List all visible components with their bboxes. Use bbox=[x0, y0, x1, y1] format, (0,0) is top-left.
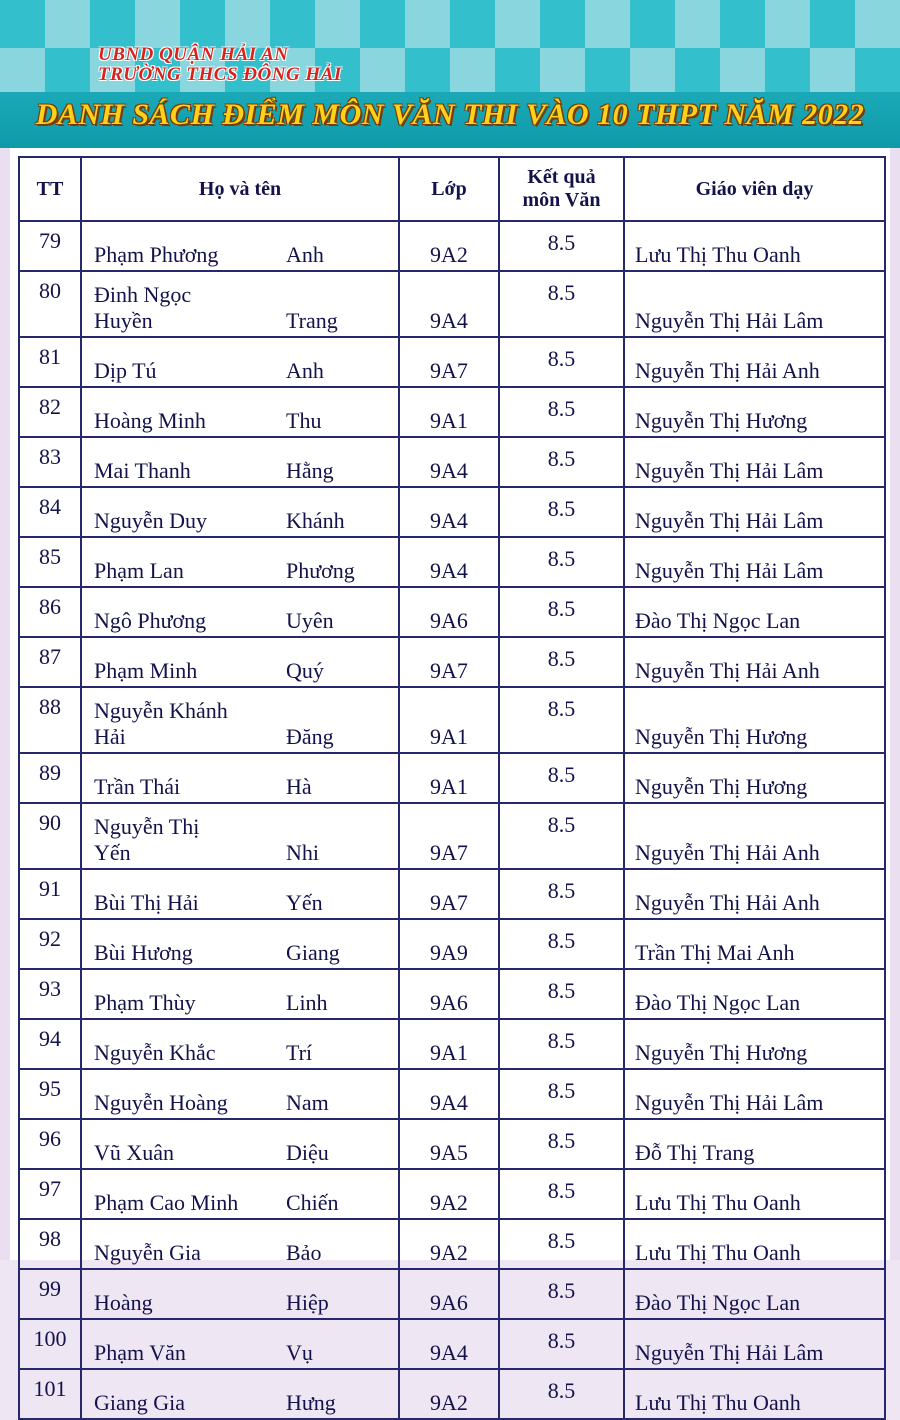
student-given-name: Phương bbox=[286, 558, 355, 583]
table-row bbox=[19, 1319, 885, 1369]
student-given-name: Anh bbox=[286, 358, 324, 383]
student-given-name: Hiệp bbox=[286, 1290, 329, 1315]
teacher-name: Đào Thị Ngọc Lan bbox=[624, 1269, 885, 1319]
teacher-name: Nguyễn Thị Hải Anh bbox=[624, 869, 885, 919]
student-class: 9A4 bbox=[399, 1069, 499, 1119]
student-given-name: Nam bbox=[286, 1090, 329, 1115]
left-margin bbox=[0, 148, 10, 1260]
student-surname: Nguyễn Duy bbox=[94, 508, 208, 533]
col-name: Họ và tên bbox=[81, 157, 399, 221]
row-number: 99 bbox=[19, 1269, 81, 1319]
student-surname: Nguyễn Khắc bbox=[94, 1040, 216, 1065]
row-number: 85 bbox=[19, 537, 81, 587]
student-name bbox=[81, 753, 399, 803]
table-row bbox=[19, 271, 885, 337]
row-number: 87 bbox=[19, 637, 81, 687]
student-given-name: Giang bbox=[286, 940, 340, 965]
literature-score: 8.5 bbox=[499, 1169, 624, 1219]
col-teacher: Giáo viên dạy bbox=[624, 157, 885, 221]
col-result-line1: Kết quả bbox=[527, 166, 596, 188]
student-surname: Nguyễn Khánh bbox=[94, 698, 228, 723]
student-class: 9A6 bbox=[399, 1269, 499, 1319]
student-given-name: Trang bbox=[286, 308, 338, 333]
row-number: 80 bbox=[19, 271, 81, 337]
row-number: 96 bbox=[19, 1119, 81, 1169]
student-surname: Nguyễn Hoàng bbox=[94, 1090, 228, 1115]
teacher-name: Nguyễn Thị Hải Lâm bbox=[624, 271, 885, 337]
literature-score: 8.5 bbox=[499, 1069, 624, 1119]
student-surname: Ngô Phương bbox=[94, 608, 207, 633]
table-row bbox=[19, 1219, 885, 1269]
student-surname: Giang Gia bbox=[94, 1390, 186, 1415]
row-number: 79 bbox=[19, 221, 81, 271]
student-class: 9A6 bbox=[399, 587, 499, 637]
student-name bbox=[81, 803, 399, 869]
student-class: 9A7 bbox=[399, 637, 499, 687]
table-row bbox=[19, 803, 885, 869]
student-class: 9A1 bbox=[399, 1019, 499, 1069]
student-surname: Nguyễn Thị bbox=[94, 814, 200, 839]
table-row bbox=[19, 1269, 885, 1319]
student-surname: Nguyễn Gia bbox=[94, 1240, 201, 1265]
student-given-name: Khánh bbox=[286, 508, 345, 533]
student-name bbox=[81, 537, 399, 587]
student-surname-cont: Hải bbox=[94, 724, 126, 749]
student-given-name: Linh bbox=[286, 990, 328, 1015]
row-number: 81 bbox=[19, 337, 81, 387]
row-number: 82 bbox=[19, 387, 81, 437]
student-name bbox=[81, 1019, 399, 1069]
literature-score: 8.5 bbox=[499, 337, 624, 387]
student-class: 9A1 bbox=[399, 687, 499, 753]
row-number: 89 bbox=[19, 753, 81, 803]
table-row bbox=[19, 437, 885, 487]
student-class: 9A1 bbox=[399, 753, 499, 803]
student-name bbox=[81, 337, 399, 387]
col-result-line2: môn Văn bbox=[522, 189, 601, 211]
header-banner bbox=[0, 0, 900, 148]
literature-score: 8.5 bbox=[499, 1269, 624, 1319]
literature-score: 8.5 bbox=[499, 687, 624, 753]
student-class: 9A4 bbox=[399, 271, 499, 337]
student-class: 9A4 bbox=[399, 437, 499, 487]
student-surname: Phạm Thùy bbox=[94, 990, 196, 1015]
row-number: 97 bbox=[19, 1169, 81, 1219]
student-class: 9A9 bbox=[399, 919, 499, 969]
row-number: 90 bbox=[19, 803, 81, 869]
teacher-name: Nguyễn Thị Hải Lâm bbox=[624, 1069, 885, 1119]
student-given-name: Diệu bbox=[286, 1140, 329, 1165]
student-surname: Mai Thanh bbox=[94, 458, 191, 483]
teacher-name: Đào Thị Ngọc Lan bbox=[624, 587, 885, 637]
student-class: 9A7 bbox=[399, 337, 499, 387]
student-surname: Hoàng Minh bbox=[94, 408, 206, 433]
literature-score: 8.5 bbox=[499, 919, 624, 969]
literature-score: 8.5 bbox=[499, 753, 624, 803]
student-name bbox=[81, 387, 399, 437]
row-number: 83 bbox=[19, 437, 81, 487]
student-name bbox=[81, 1169, 399, 1219]
student-surname: Trần Thái bbox=[94, 774, 181, 799]
literature-score: 8.5 bbox=[499, 969, 624, 1019]
literature-score: 8.5 bbox=[499, 869, 624, 919]
teacher-name: Nguyễn Thị Hương bbox=[624, 1019, 885, 1069]
table-row bbox=[19, 869, 885, 919]
teacher-name: Trần Thị Mai Anh bbox=[624, 919, 885, 969]
row-number: 95 bbox=[19, 1069, 81, 1119]
row-number: 98 bbox=[19, 1219, 81, 1269]
row-number: 101 bbox=[19, 1369, 81, 1419]
literature-score: 8.5 bbox=[499, 1119, 624, 1169]
student-class: 9A2 bbox=[399, 221, 499, 271]
student-given-name: Chiến bbox=[286, 1190, 339, 1215]
student-surname: Hoàng bbox=[94, 1290, 153, 1315]
student-surname: Đinh Ngọc bbox=[94, 282, 192, 307]
teacher-name: Nguyễn Thị Hương bbox=[624, 687, 885, 753]
student-name bbox=[81, 687, 399, 753]
student-given-name: Hà bbox=[286, 774, 312, 799]
literature-score: 8.5 bbox=[499, 221, 624, 271]
row-number: 100 bbox=[19, 1319, 81, 1369]
student-given-name: Hưng bbox=[286, 1390, 336, 1415]
teacher-name: Đào Thị Ngọc Lan bbox=[624, 969, 885, 1019]
student-class: 9A7 bbox=[399, 803, 499, 869]
literature-score: 8.5 bbox=[499, 1369, 624, 1419]
table-row bbox=[19, 1119, 885, 1169]
student-name bbox=[81, 969, 399, 1019]
teacher-name: Nguyễn Thị Hải Lâm bbox=[624, 537, 885, 587]
literature-score: 8.5 bbox=[499, 1319, 624, 1369]
student-surname: Phạm Cao Minh bbox=[94, 1190, 239, 1215]
literature-score: 8.5 bbox=[499, 537, 624, 587]
student-surname: Phạm Văn bbox=[94, 1340, 186, 1365]
col-class: Lớp bbox=[399, 157, 499, 221]
student-name bbox=[81, 1369, 399, 1419]
student-given-name: Nhi bbox=[286, 840, 319, 865]
literature-score: 8.5 bbox=[499, 437, 624, 487]
table-row bbox=[19, 753, 885, 803]
org-line-2: TRƯỜNG THCS ĐÔNG HẢI bbox=[98, 64, 342, 85]
student-surname: Bùi Thị Hải bbox=[94, 890, 199, 915]
table-row bbox=[19, 537, 885, 587]
student-given-name: Thu bbox=[286, 408, 322, 433]
student-name bbox=[81, 221, 399, 271]
col-tt: TT bbox=[19, 157, 81, 221]
student-given-name: Vụ bbox=[286, 1340, 313, 1365]
teacher-name: Nguyễn Thị Hương bbox=[624, 387, 885, 437]
student-class: 9A4 bbox=[399, 537, 499, 587]
student-name bbox=[81, 1219, 399, 1269]
table-row bbox=[19, 637, 885, 687]
row-number: 92 bbox=[19, 919, 81, 969]
student-class: 9A5 bbox=[399, 1119, 499, 1169]
table-row bbox=[19, 587, 885, 637]
student-surname: Phạm Lan bbox=[94, 558, 184, 583]
teacher-name: Lưu Thị Thu Oanh bbox=[624, 1169, 885, 1219]
student-class: 9A2 bbox=[399, 1169, 499, 1219]
student-name bbox=[81, 637, 399, 687]
table-row bbox=[19, 1019, 885, 1069]
student-given-name: Uyên bbox=[286, 608, 334, 633]
literature-score: 8.5 bbox=[499, 271, 624, 337]
literature-score: 8.5 bbox=[499, 587, 624, 637]
literature-score: 8.5 bbox=[499, 637, 624, 687]
teacher-name: Nguyễn Thị Hải Anh bbox=[624, 637, 885, 687]
table-body bbox=[19, 221, 885, 1419]
row-number: 88 bbox=[19, 687, 81, 753]
teacher-name: Nguyễn Thị Hải Lâm bbox=[624, 437, 885, 487]
col-result bbox=[499, 157, 624, 221]
student-surname: Phạm Minh bbox=[94, 658, 198, 683]
table-row bbox=[19, 337, 885, 387]
literature-score: 8.5 bbox=[499, 1219, 624, 1269]
student-given-name: Quý bbox=[286, 658, 324, 683]
teacher-name: Lưu Thị Thu Oanh bbox=[624, 221, 885, 271]
student-class: 9A7 bbox=[399, 869, 499, 919]
page-title: DANH SÁCH ĐIỂM MÔN VĂN THI VÀO 10 THPT NĂM 2022 bbox=[35, 98, 865, 131]
teacher-name: Nguyễn Thị Hải Lâm bbox=[624, 487, 885, 537]
student-name bbox=[81, 587, 399, 637]
teacher-name: Nguyễn Thị Hải Anh bbox=[624, 337, 885, 387]
student-name bbox=[81, 869, 399, 919]
student-name bbox=[81, 1069, 399, 1119]
student-name bbox=[81, 919, 399, 969]
table-row bbox=[19, 1069, 885, 1119]
row-number: 86 bbox=[19, 587, 81, 637]
student-surname-cont: Huyền bbox=[94, 308, 153, 333]
student-class: 9A1 bbox=[399, 387, 499, 437]
student-class: 9A2 bbox=[399, 1219, 499, 1269]
student-name bbox=[81, 1269, 399, 1319]
teacher-name: Nguyễn Thị Hải Anh bbox=[624, 803, 885, 869]
student-surname: Bùi Hương bbox=[94, 940, 193, 965]
student-name bbox=[81, 437, 399, 487]
student-given-name: Bảo bbox=[286, 1240, 322, 1265]
student-name bbox=[81, 1319, 399, 1369]
student-given-name: Hằng bbox=[286, 458, 334, 483]
table-row bbox=[19, 221, 885, 271]
table-row bbox=[19, 919, 885, 969]
teacher-name: Lưu Thị Thu Oanh bbox=[624, 1369, 885, 1419]
row-number: 94 bbox=[19, 1019, 81, 1069]
row-number: 93 bbox=[19, 969, 81, 1019]
student-name bbox=[81, 271, 399, 337]
student-given-name: Đăng bbox=[286, 724, 334, 749]
literature-score: 8.5 bbox=[499, 1019, 624, 1069]
table-row bbox=[19, 487, 885, 537]
student-class: 9A4 bbox=[399, 1319, 499, 1369]
student-class: 9A2 bbox=[399, 1369, 499, 1419]
student-given-name: Yến bbox=[286, 890, 323, 915]
student-given-name: Anh bbox=[286, 242, 324, 267]
student-name bbox=[81, 487, 399, 537]
literature-score: 8.5 bbox=[499, 387, 624, 437]
row-number: 84 bbox=[19, 487, 81, 537]
score-table bbox=[18, 156, 886, 1420]
table-row bbox=[19, 1369, 885, 1419]
student-surname: Vũ Xuân bbox=[94, 1140, 175, 1165]
student-given-name: Trí bbox=[286, 1040, 313, 1065]
student-surname: Phạm Phương bbox=[94, 242, 219, 267]
table-row bbox=[19, 1169, 885, 1219]
student-class: 9A6 bbox=[399, 969, 499, 1019]
teacher-name: Nguyễn Thị Hương bbox=[624, 753, 885, 803]
literature-score: 8.5 bbox=[499, 487, 624, 537]
table-row bbox=[19, 687, 885, 753]
table-header-row bbox=[19, 157, 885, 221]
table-row bbox=[19, 387, 885, 437]
student-class: 9A4 bbox=[399, 487, 499, 537]
teacher-name: Đỗ Thị Trang bbox=[624, 1119, 885, 1169]
teacher-name: Nguyễn Thị Hải Lâm bbox=[624, 1319, 885, 1369]
teacher-name: Lưu Thị Thu Oanh bbox=[624, 1219, 885, 1269]
student-name bbox=[81, 1119, 399, 1169]
student-surname: Dịp Tú bbox=[94, 358, 157, 383]
literature-score: 8.5 bbox=[499, 803, 624, 869]
org-line-1: UBND QUẬN HẢI AN bbox=[98, 44, 289, 65]
right-margin bbox=[890, 148, 900, 1260]
row-number: 91 bbox=[19, 869, 81, 919]
student-surname-cont: Yến bbox=[94, 840, 131, 865]
table-row bbox=[19, 969, 885, 1019]
